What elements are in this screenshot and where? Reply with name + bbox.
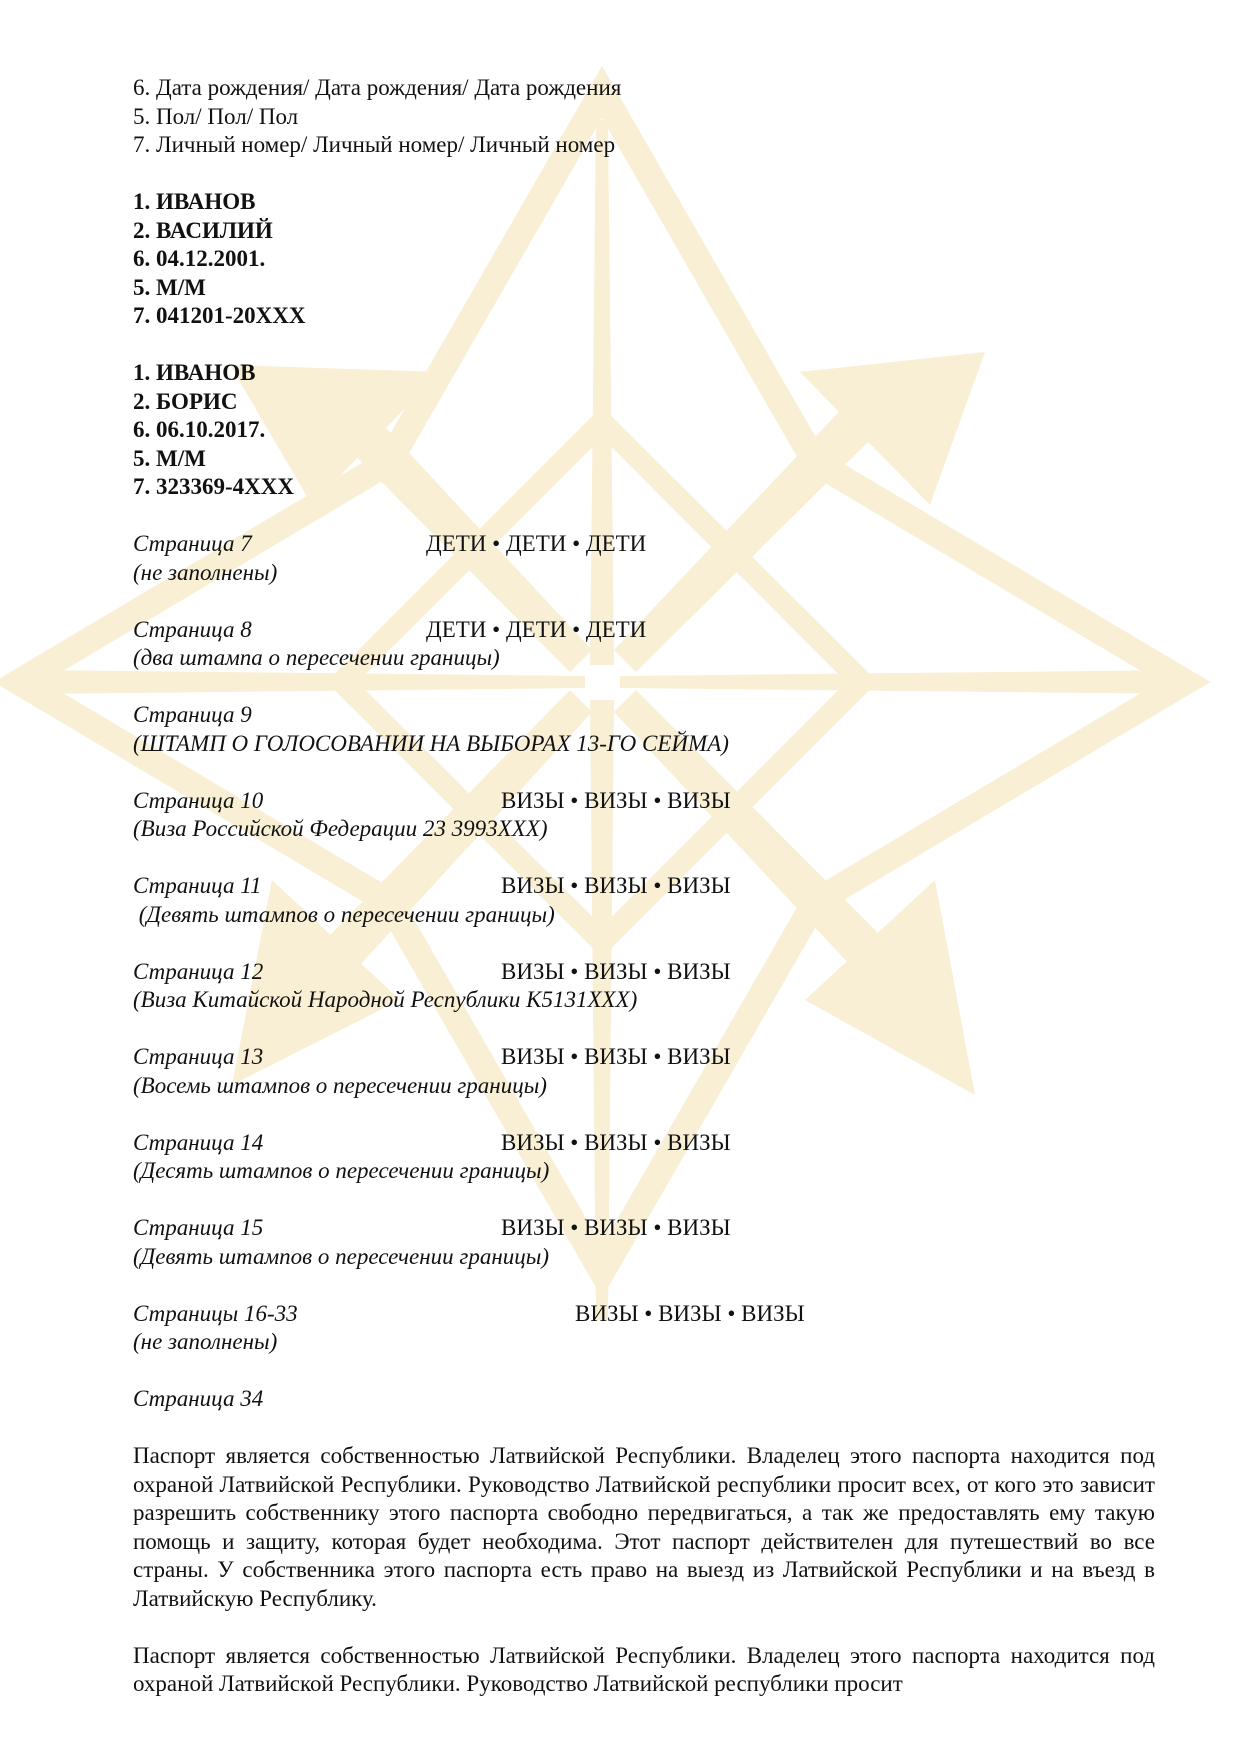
child-personal-code: 7. 041201-20XXX — [133, 303, 306, 328]
page-label: Страница 14 — [133, 1129, 264, 1155]
child-birth-date: 6. 06.10.2017. — [133, 417, 266, 442]
page-heading: ВИЗЫ • ВИЗЫ • ВИЗЫ — [501, 958, 731, 984]
field-legend — [133, 74, 1155, 160]
page-note: (ШТАМП О ГОЛОСОВАНИИ НА ВЫБОРАХ 13-ГО СЕЙМА) — [133, 730, 729, 756]
page-heading: ВИЗЫ • ВИЗЫ • ВИЗЫ — [501, 1129, 731, 1155]
page-34-label: Страница 34 — [133, 1386, 264, 1411]
page-entry — [133, 1214, 1155, 1271]
page-note: (не заполнены) — [133, 1329, 278, 1354]
child-record — [133, 188, 1155, 331]
page-label: Страница 10 — [133, 787, 264, 813]
legend-sex: 5. Пол/ Пол/ Пол — [133, 103, 299, 129]
page-note: (Виза Российской Федерации 23 3993XXX) — [133, 816, 548, 841]
child-name: 2. ВАСИЛИЙ — [133, 217, 273, 243]
child-surname: 1. ИВАНОВ — [133, 189, 256, 214]
page-label: Страница 8 — [133, 616, 252, 642]
page-note: (не заполнены) — [133, 559, 278, 585]
page-entry — [133, 1043, 1155, 1100]
page-label: Страница 13 — [133, 1044, 264, 1069]
page-heading: ВИЗЫ • ВИЗЫ • ВИЗЫ — [501, 873, 731, 898]
page-heading: ДЕТИ • ДЕТИ • ДЕТИ — [426, 616, 647, 642]
legend-personal-code: 7. Личный номер/ Личный номер/ Личный номер — [133, 132, 616, 157]
page-heading: ДЕТИ • ДЕТИ • ДЕТИ — [426, 531, 647, 556]
page-heading: ВИЗЫ • ВИЗЫ • ВИЗЫ — [575, 1300, 805, 1326]
passport-statement-paragraph: Паспорт является собственностью Латвийской Республики. Владелец этого паспорта находится под охраной Латвийской Республики. Руководство Латвийской республики просит всех, от кого это зависит разрешить собственнику этого паспорта свободно передвигаться, а так же предоставлять ему такую помощь и защиту, которая будет необходима. Этот паспорт действителен для путешествий во все страны. У собственника этого паспорта есть право на выезд из Латвийской Республики и на въезд в Латвийскую Республику. — [133, 1443, 1155, 1611]
child-sex: 5. M/M — [133, 274, 206, 300]
page-note: (Десять штампов о пересечении границы) — [133, 1158, 550, 1183]
page-heading: ВИЗЫ • ВИЗЫ • ВИЗЫ — [501, 1215, 731, 1240]
page-entry — [133, 701, 1155, 758]
passport-statement-paragraph-continued: Паспорт является собственностью Латвийской Республики. Владелец этого паспорта находится под охраной Латвийской Республики. Руководство Латвийской республики просит — [133, 1642, 1155, 1696]
page-note: (Девять штампов о пересечении границы) — [133, 1243, 549, 1269]
page-entry — [133, 787, 1155, 844]
page-entry — [133, 872, 1155, 929]
page-entry — [133, 958, 1155, 1015]
page-note: (Восемь штампов о пересечении границы) — [133, 1072, 547, 1098]
child-birth-date: 6. 04.12.2001. — [133, 246, 266, 271]
page-heading: ВИЗЫ • ВИЗЫ • ВИЗЫ — [501, 787, 731, 813]
page-note: (Виза Китайской Народной Республики K5131XXX) — [133, 987, 638, 1012]
page-label: Страница 12 — [133, 958, 264, 984]
child-name: 2. БОРИС — [133, 388, 238, 414]
page-label: Страница 11 — [133, 873, 262, 898]
page-label: Страницы 16-33 — [133, 1300, 298, 1326]
page-entry — [133, 530, 1155, 587]
child-sex: 5. M/M — [133, 445, 206, 471]
child-personal-code: 7. 323369-4XXX — [133, 474, 294, 499]
page-label: Страница 15 — [133, 1215, 264, 1240]
child-surname: 1. ИВАНОВ — [133, 360, 256, 385]
child-record — [133, 359, 1155, 502]
page-entry — [133, 1300, 1155, 1357]
page-note: (два штампа о пересечении границы) — [133, 645, 500, 670]
page-entry — [133, 616, 1155, 673]
page-label: Страница 9 — [133, 702, 252, 727]
page-entry — [133, 1129, 1155, 1186]
document-body — [133, 74, 1155, 1699]
legend-birth-date: 6. Дата рождения/ Дата рождения/ Дата рождения — [133, 75, 622, 100]
page-note: (Девять штампов о пересечении границы) — [133, 901, 555, 927]
page-heading: ВИЗЫ • ВИЗЫ • ВИЗЫ — [501, 1044, 731, 1069]
page-label: Страница 7 — [133, 531, 252, 556]
